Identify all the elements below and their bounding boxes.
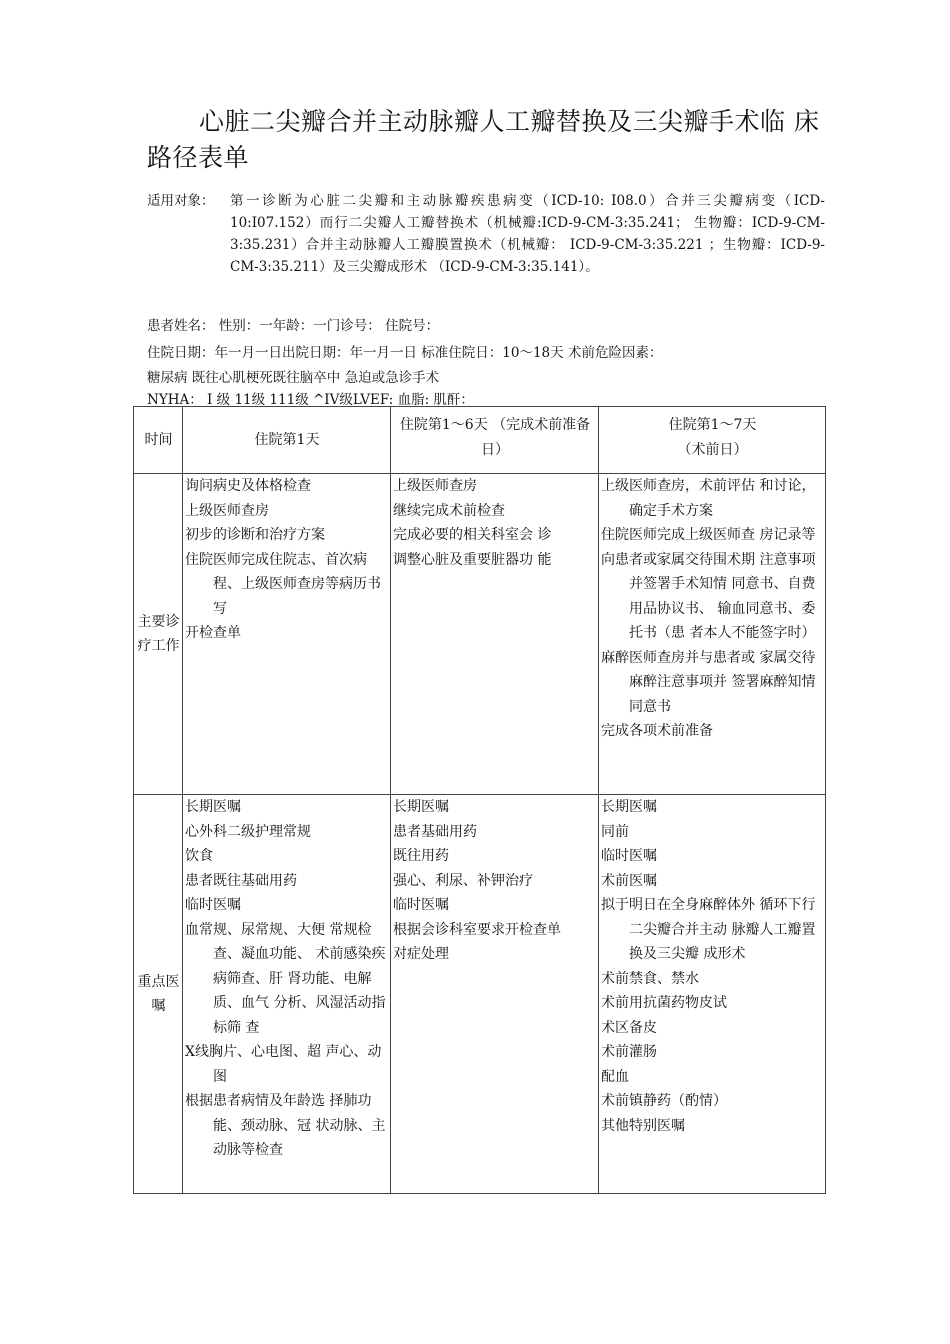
list-item: 拟于明日在全身麻醉体外 循环下行二尖瓣合并主动 脉瓣人工瓣置换及三尖瓣 成形术 xyxy=(601,897,816,962)
orders-day1-6-cell xyxy=(391,795,599,1194)
list-item: 麻醉医师查房并与患者或 家属交待麻醉注意事项并 签署麻醉知情同意书 xyxy=(601,649,816,715)
orders-row xyxy=(134,795,826,1194)
main-work-day1-7-cell xyxy=(599,474,826,795)
list-item: 配血 xyxy=(601,1068,629,1085)
list-item: 调整心脏及重要脏器功 能 xyxy=(393,551,552,568)
header-row xyxy=(134,407,826,474)
list-item: 术区备皮 xyxy=(601,1019,657,1036)
list-item: 开检查单 xyxy=(185,625,241,641)
list-item: 根据患者病情及年龄选 择肺功能、颈动脉、冠 状动脉、主动脉等检查 xyxy=(185,1093,386,1158)
scope-label: 适用对象： xyxy=(147,193,215,209)
clinical-pathway-table xyxy=(133,406,826,1194)
admission-info-line: 住院日期：年一月一日出院日期：年一月一日 标准住院日：10〜18天 术前危险因素： xyxy=(147,345,663,361)
list-item: 完成各项术前准备 xyxy=(601,723,713,739)
list-item: 临时医嘱 xyxy=(185,897,241,913)
list-item: 长期医嘱 xyxy=(393,799,449,815)
main-work-day1-cell xyxy=(183,474,391,795)
list-item: 患者既往基础用药 xyxy=(185,872,297,889)
list-item: 同前 xyxy=(601,823,629,840)
list-item: 患者基础用药 xyxy=(393,823,477,840)
header-time: 时间 xyxy=(134,407,183,474)
main-work-day1-6-cell xyxy=(391,474,599,795)
list-item: 上级医师查房，术前评估 和讨论，确定手术方案 xyxy=(601,478,816,519)
list-item: X线胸片、心电图、超 声心、动图 xyxy=(185,1044,382,1085)
list-item: 术前医嘱 xyxy=(601,872,657,889)
list-item: 根据会诊科室要求开检查单 xyxy=(393,921,561,938)
orders-day1-cell xyxy=(183,795,391,1194)
risk-factors-line: 糖尿病 既往心肌梗死既往脑卒中 急迫或急诊手术 xyxy=(147,370,440,386)
list-item: 完成必要的相关科室会 诊 xyxy=(393,527,552,543)
patient-info-line: 患者姓名： 性别：一年龄：一门诊号： 住院号： xyxy=(147,318,440,334)
list-item: 临时医嘱 xyxy=(601,848,657,864)
list-item: 初步的诊断和治疗方案 xyxy=(185,527,325,543)
orders-day1-7-cell xyxy=(599,795,826,1194)
list-item: 住院医师完成上级医师查 房记录等 xyxy=(601,527,816,543)
list-item: 向患者或家属交待围术期 注意事项并签署手术知情 同意书、自费用品协议书、 输血同意书、委托书（患 者本人不能签字时） xyxy=(601,551,816,641)
main-work-row xyxy=(134,474,826,795)
list-item: 术前禁食、禁水 xyxy=(601,970,699,987)
list-item: 既往用药 xyxy=(393,848,449,864)
document-title: 心脏二尖瓣合并主动脉瓣人工瓣替换及三尖瓣手术临 床路径表单 xyxy=(147,107,820,172)
header-day1-7-subtitle: （术前日） xyxy=(677,441,748,458)
header-day1-7-title: 住院第1〜7天 xyxy=(668,417,757,433)
list-item: 术前镇静药（酌情） xyxy=(601,1093,727,1109)
scope-text: 第一诊断为心脏二尖瓣和主动脉瓣疾患病变（ICD-10: I08.0）合并三尖瓣病变（ICD-10:I07.152）而行二尖瓣人工瓣替换术（机械瓣:ICD-9-CM-3:35.241； 生物瓣：ICD-9-CM-3:35.231）合并主动脉瓣人工瓣膜置换术（机械瓣： ICD-9-CM-3:35.221 ；生物瓣：ICD-9-CM-3:35.211）及三尖瓣成形术 （ICD-9-CM-3:35.141）。 xyxy=(230,193,825,275)
list-item: 住院医师完成住院志、首次病程、上级医师查房等病历书写 xyxy=(185,551,381,617)
list-item: 长期医嘱 xyxy=(185,799,241,815)
header-day1: 住院第1天 xyxy=(183,407,391,474)
list-item: 长期医嘱 xyxy=(601,799,657,815)
list-item: 对症处理 xyxy=(393,946,449,962)
list-item: 术前用抗菌药物皮试 xyxy=(601,995,727,1011)
list-item: 继续完成术前检查 xyxy=(393,502,505,519)
list-item: 询问病史及体格检查 xyxy=(185,478,311,494)
list-item: 饮食 xyxy=(185,848,213,864)
header-day1-6: 住院第1〜6天 （完成术前准备日） xyxy=(391,407,599,474)
header-day1-7 xyxy=(599,407,826,474)
list-item: 强心、利尿、补钾治疗 xyxy=(393,872,533,889)
section-label-orders: 重点医嘱 xyxy=(134,795,183,1194)
list-item: 心外科二级护理常规 xyxy=(185,823,311,840)
list-item: 术前灌肠 xyxy=(601,1044,657,1060)
list-item: 上级医师查房 xyxy=(185,502,269,519)
list-item: 上级医师查房 xyxy=(393,478,477,494)
list-item: 血常规、尿常规、大便 常规检查、凝血功能、 术前感染疾病筛查、肝 肾功能、电解质、血气 分析、风湿活动指标筛 查 xyxy=(185,921,386,1036)
nyha-line: NYHA： I 级 11级 111级 ^IV级LVEF: 血脂: 肌酐： xyxy=(147,392,474,408)
list-item: 临时医嘱 xyxy=(393,897,449,913)
section-label-main-work: 主要诊疗工作 xyxy=(134,474,183,795)
list-item: 其他特别医嘱 xyxy=(601,1117,685,1134)
